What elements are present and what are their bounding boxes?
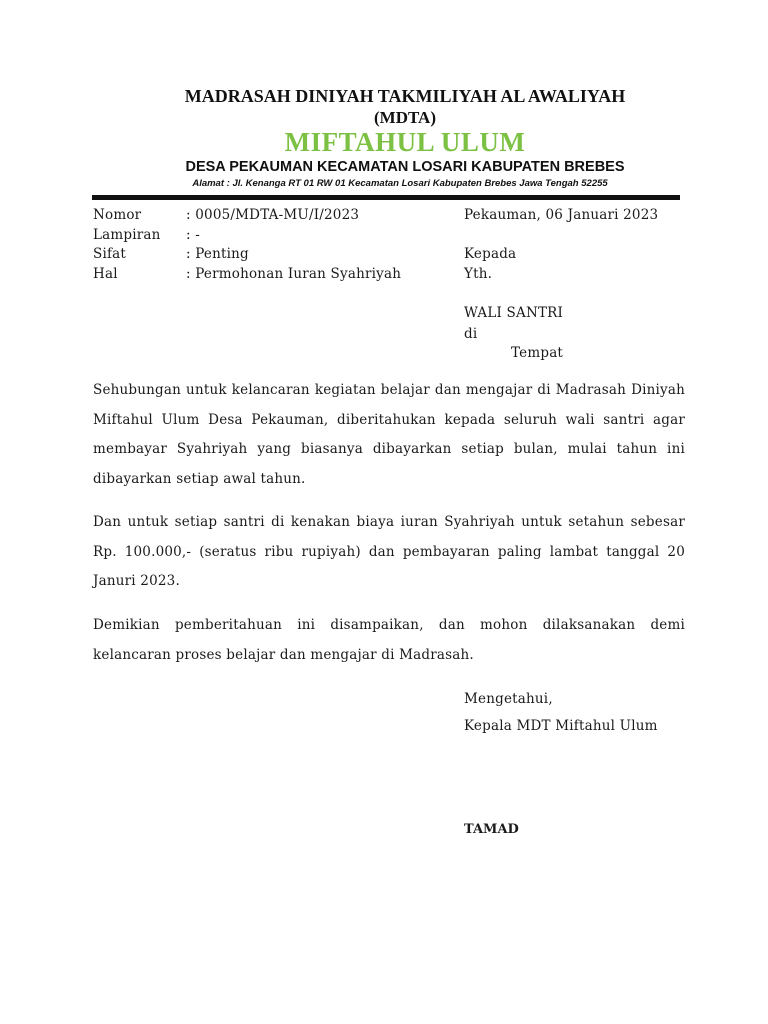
place-date: Pekauman, 06 Januari 2023 xyxy=(464,207,659,223)
letterhead-divider xyxy=(92,195,680,200)
recipient-di: di xyxy=(464,326,478,342)
institution-name: MADRASAH DINIYAH TAKMILIYAH AL AWALIYAH xyxy=(184,86,626,106)
meta-label-nomor: Nomor xyxy=(93,207,142,223)
meta-value-lampiran: : - xyxy=(186,227,201,243)
signature-name: TAMAD xyxy=(464,822,519,837)
meta-value-hal: : Permohonan Iuran Syahriyah xyxy=(186,266,402,282)
paragraph-2: Dan untuk setiap santri di kenakan biaya iuran Syahriyah untuk setahun sebesar Rp. 100.000,- (seratus ribu rupiyah) dan pembayaran paling lambat tanggal 20 Januri 2023. xyxy=(93,514,685,589)
institution-abbrev: (MDTA) xyxy=(374,108,436,127)
meta-label-sifat: Sifat xyxy=(93,246,127,262)
signature-position: Kepala MDT Miftahul Ulum xyxy=(464,718,658,734)
school-name: MIFTAHUL ULUM xyxy=(284,127,526,157)
meta-value-sifat: : Penting xyxy=(186,246,249,262)
school-address: Alamat : Jl. Kenanga RT 01 RW 01 Kecamatan Losari Kabupaten Brebes Jawa Tengah 52255 xyxy=(192,178,608,189)
school-location: DESA PEKAUMAN KECAMATAN LOSARI KABUPATEN BREBES xyxy=(185,159,625,175)
meta-label-hal: Hal xyxy=(93,266,118,282)
meta-label-lampiran: Lampiran xyxy=(93,227,161,243)
signature-acknowledged: Mengetahui, xyxy=(464,691,553,707)
recipient-kepada: Kepada xyxy=(464,246,517,262)
paragraph-3: Demikian pemberitahuan ini disampaikan, dan mohon dilaksanakan demi kelancaran proses belajar dan mengajar di Madrasah. xyxy=(93,617,685,663)
recipient-yth: Yth. xyxy=(464,266,493,282)
recipient-tempat: Tempat xyxy=(511,345,564,361)
meta-value-nomor: : 0005/MDTA-MU/I/2023 xyxy=(186,207,360,223)
recipient-name: WALI SANTRI xyxy=(464,305,564,321)
paragraph-1: Sehubungan untuk kelancaran kegiatan belajar dan mengajar di Madrasah Diniyah Miftahul Ulum Desa Pekauman, diberitahukan kepada seluruh wali santri agar membayar Syahriyah yang biasanya dibayarkan setiap bulan, mulai tahun ini dibayarkan setiap awal tahun. xyxy=(93,382,685,487)
